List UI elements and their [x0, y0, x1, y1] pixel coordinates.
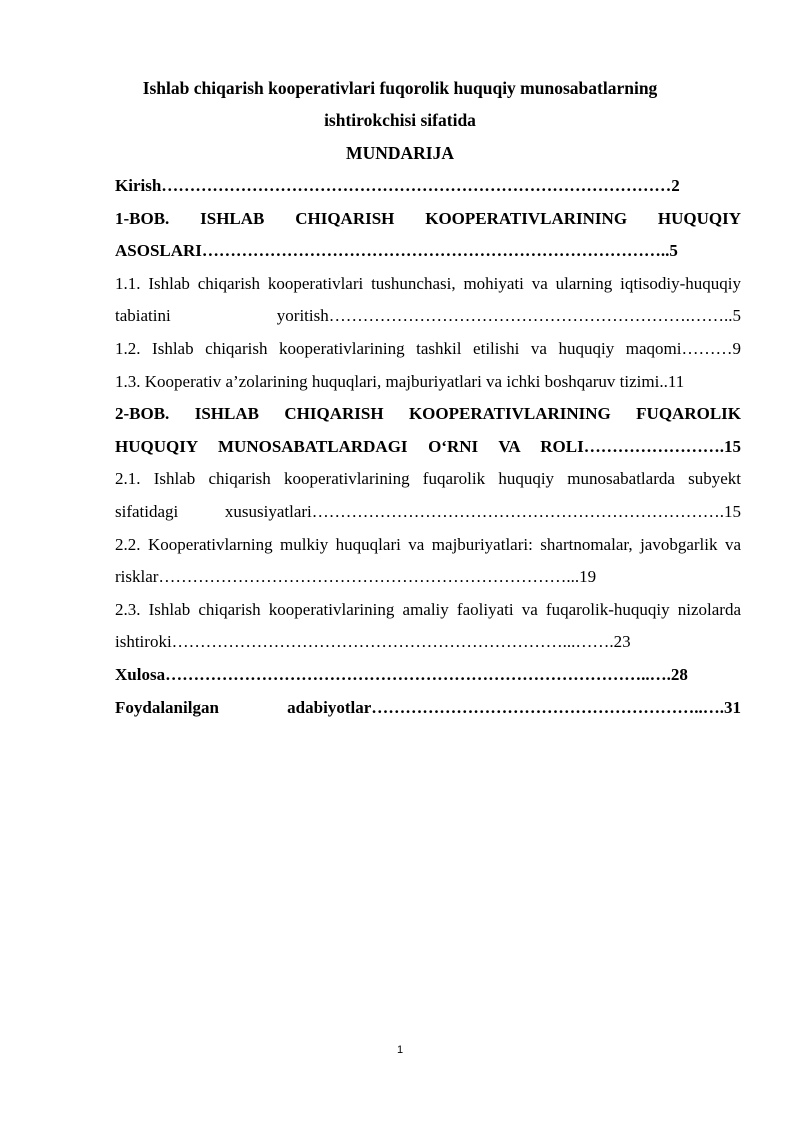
toc-entry-2-1: 2.1. Ishlab chiqarish kooperativlarining fuqarolik huquqiy munosabatlarda subyekt sifatidagi xususiyatlari……………………………………………………………….15: [115, 469, 741, 521]
toc-entry-xulosa: Xulosa…………………………………………………………………………..….28: [115, 664, 688, 684]
toc-entry-adabiyotlar: Foydalanilgan adabiyotlar…………………………………………………..….31: [115, 697, 741, 717]
toc-entry-1-3: 1.3. Kooperativ a’zolarining huquqlari, majburiyatlari va ichki boshqaruv tizimi..11: [115, 371, 685, 391]
toc-entry-2-3: 2.3. Ishlab chiqarish kooperativlarining amaliy faoliyati va fuqarolik-huquqiy nizolarda ishtiroki……………………………………………………………...…….23: [115, 599, 741, 652]
toc-entry-kirish: Kirish………………………………………………………………………………2: [115, 176, 680, 195]
table-of-contents: [115, 170, 741, 724]
document-title-line-2: ishtirokchisi sifatida: [324, 110, 476, 130]
toc-entry-1-2: 1.2. Ishlab chiqarish kooperativlarining tashkil etilishi va huquqiy maqomi………9: [115, 338, 741, 358]
toc-heading: MUNDARIJA: [346, 143, 454, 163]
document-title-line-1: Ishlab chiqarish kooperativlari fuqorolik huquqiy munosabatlarning: [142, 78, 658, 98]
page-number: 1: [396, 1044, 404, 1056]
toc-entry-chapter-1: 1-BOB. ISHLAB CHIQARISH KOOPERATIVLARINING HUQUQIY ASOSLARI………………………………………………………………………..5: [115, 208, 741, 261]
toc-entry-2-2: 2.2. Kooperativlarning mulkiy huquqlari va majburiyatlari: shartnomalar, javobgarlik va risklar………………………………………………………………...19: [115, 534, 741, 587]
toc-entry-1-1: 1.1. Ishlab chiqarish kooperativlari tushunchasi, mohiyati va ularning iqtisodiy-huquqiy tabiatini yoritish……………………………………………………….……..5: [115, 273, 741, 326]
toc-entry-chapter-2: 2-BOB. ISHLAB CHIQARISH KOOPERATIVLARINING FUQAROLIK HUQUQIY MUNOSABATLARDAGI O‘RNI VA ROLI…………………….15: [115, 404, 741, 456]
